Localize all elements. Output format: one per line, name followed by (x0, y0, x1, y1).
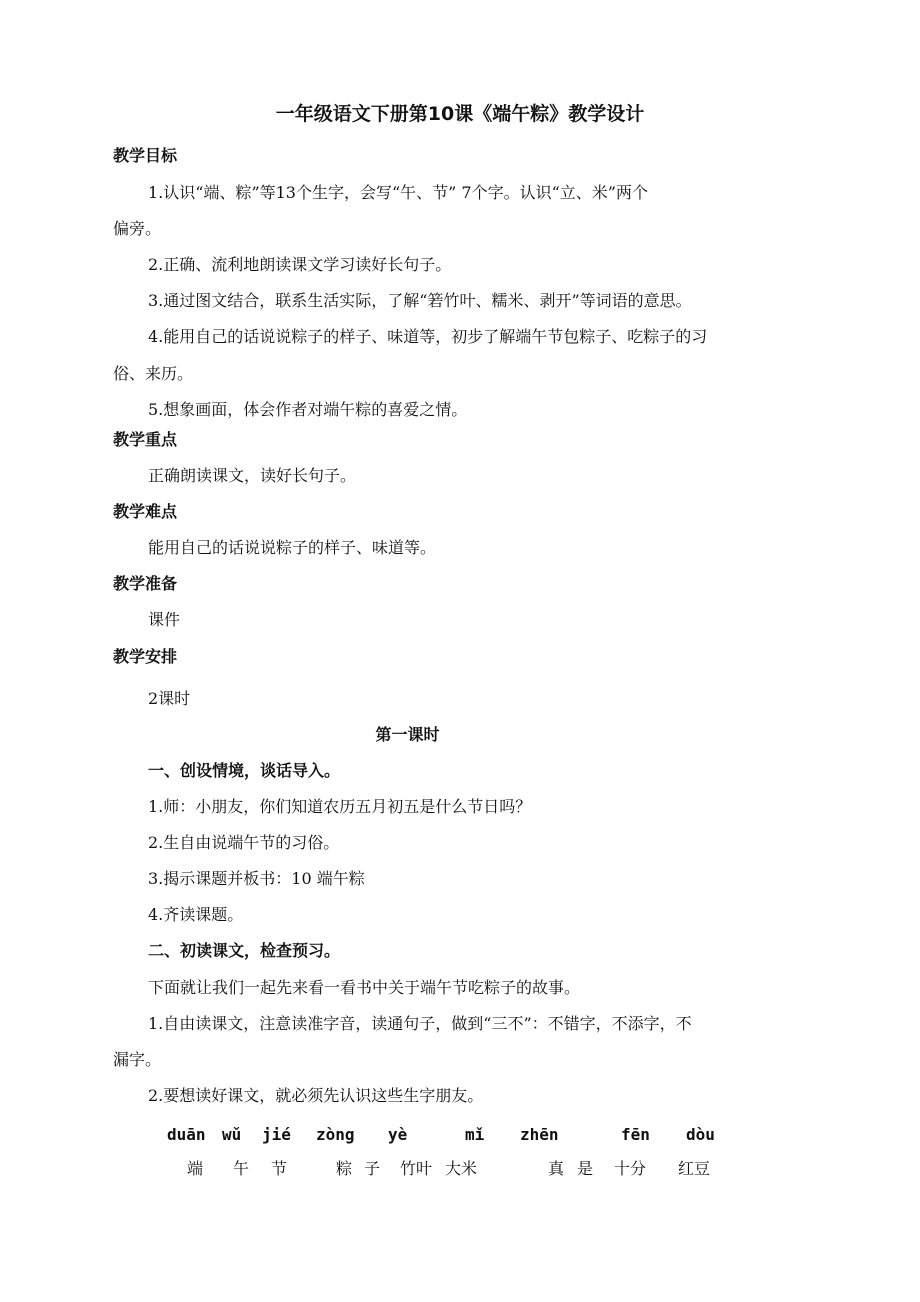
char-zong: 粽 (336, 1159, 353, 1178)
pinyin-duan: duān (167, 1125, 206, 1144)
key-points-text: 正确朗读课文，读好长句子。 (148, 466, 357, 485)
char-shi: 是 (577, 1159, 594, 1178)
goal-item-5: 5.想象画面，体会作者对端午粽的喜爱之情。 (148, 400, 468, 419)
pinyin-wu: wǔ (222, 1125, 242, 1144)
char-jie: 节 (271, 1159, 288, 1178)
pinyin-zhen: zhēn (520, 1125, 559, 1144)
pinyin-mi: mǐ (465, 1125, 485, 1144)
part2-step-2: 2.要想读好课文，就必须先认识这些生字朋友。 (148, 1086, 484, 1105)
document-title: 一年级语文下册第10课《端午粽》教学设计 (275, 103, 645, 125)
lesson1-heading: 第一课时 (375, 725, 440, 744)
word-zhuye: 竹叶 (400, 1159, 433, 1178)
part2-intro: 下面就让我们一起先来看一看书中关于端午节吃粽子的故事。 (148, 978, 581, 997)
difficulties-heading: 教学难点 (113, 502, 178, 521)
goal-item-4-cont: 俗、来历。 (113, 364, 194, 383)
arrangement-heading: 教学安排 (113, 647, 178, 666)
part2-heading: 二、初读课文，检查预习。 (148, 941, 341, 960)
goal-item-2: 2.正确、流利地朗读课文学习读好长句子。 (148, 255, 452, 274)
part1-step-3: 3.揭示课题并板书：10 端午粽 (148, 869, 365, 888)
part1-heading: 一、创设情境，谈话导入。 (148, 761, 341, 780)
pinyin-fen: fēn (621, 1125, 650, 1144)
goal-item-1: 1.认识“端、粽”等13个生字，会写“午、节” 7个字。认识“立、米”两个 (148, 183, 648, 202)
part1-step-1: 1.师：小朋友，你们知道农历五月初五是什么节日吗？ (148, 797, 532, 816)
preparation-heading: 教学准备 (113, 574, 178, 593)
pinyin-dou: dòu (686, 1125, 715, 1144)
pinyin-ye: yè (388, 1125, 408, 1144)
key-points-heading: 教学重点 (113, 430, 178, 449)
part1-step-4: 4.齐读课题。 (148, 905, 244, 924)
word-shifen: 十分 (614, 1159, 647, 1178)
word-dami: 大米 (445, 1159, 478, 1178)
part2-step-1: 1.自由读课文，注意读准字音，读通句子，做到“三不”：不错字，不添字，不 (148, 1014, 692, 1033)
word-hongdou: 红豆 (678, 1159, 711, 1178)
pinyin-zong: zòng (316, 1125, 355, 1144)
arrangement-text: 2课时 (148, 689, 191, 708)
pinyin-jie: jié (262, 1125, 291, 1144)
part2-step-1-cont: 漏字。 (113, 1050, 162, 1069)
goal-item-3: 3.通过图文结合，联系生活实际，了解“箬竹叶、糯米、剥开”等词语的意思。 (148, 291, 692, 310)
char-zhen: 真 (548, 1159, 565, 1178)
preparation-text: 课件 (148, 610, 181, 629)
char-zi: 子 (364, 1159, 381, 1178)
goals-heading: 教学目标 (113, 146, 178, 165)
part1-step-2: 2.生自由说端午节的习俗。 (148, 833, 340, 852)
goal-item-4: 4.能用自己的话说说粽子的样子、味道等，初步了解端午节包粽子、吃粽子的习 (148, 327, 708, 346)
char-duan: 端 (187, 1159, 204, 1178)
goal-item-1-cont: 偏旁。 (113, 219, 162, 238)
difficulties-text: 能用自己的话说说粽子的样子、味道等。 (148, 538, 437, 557)
char-wu: 午 (233, 1159, 250, 1178)
